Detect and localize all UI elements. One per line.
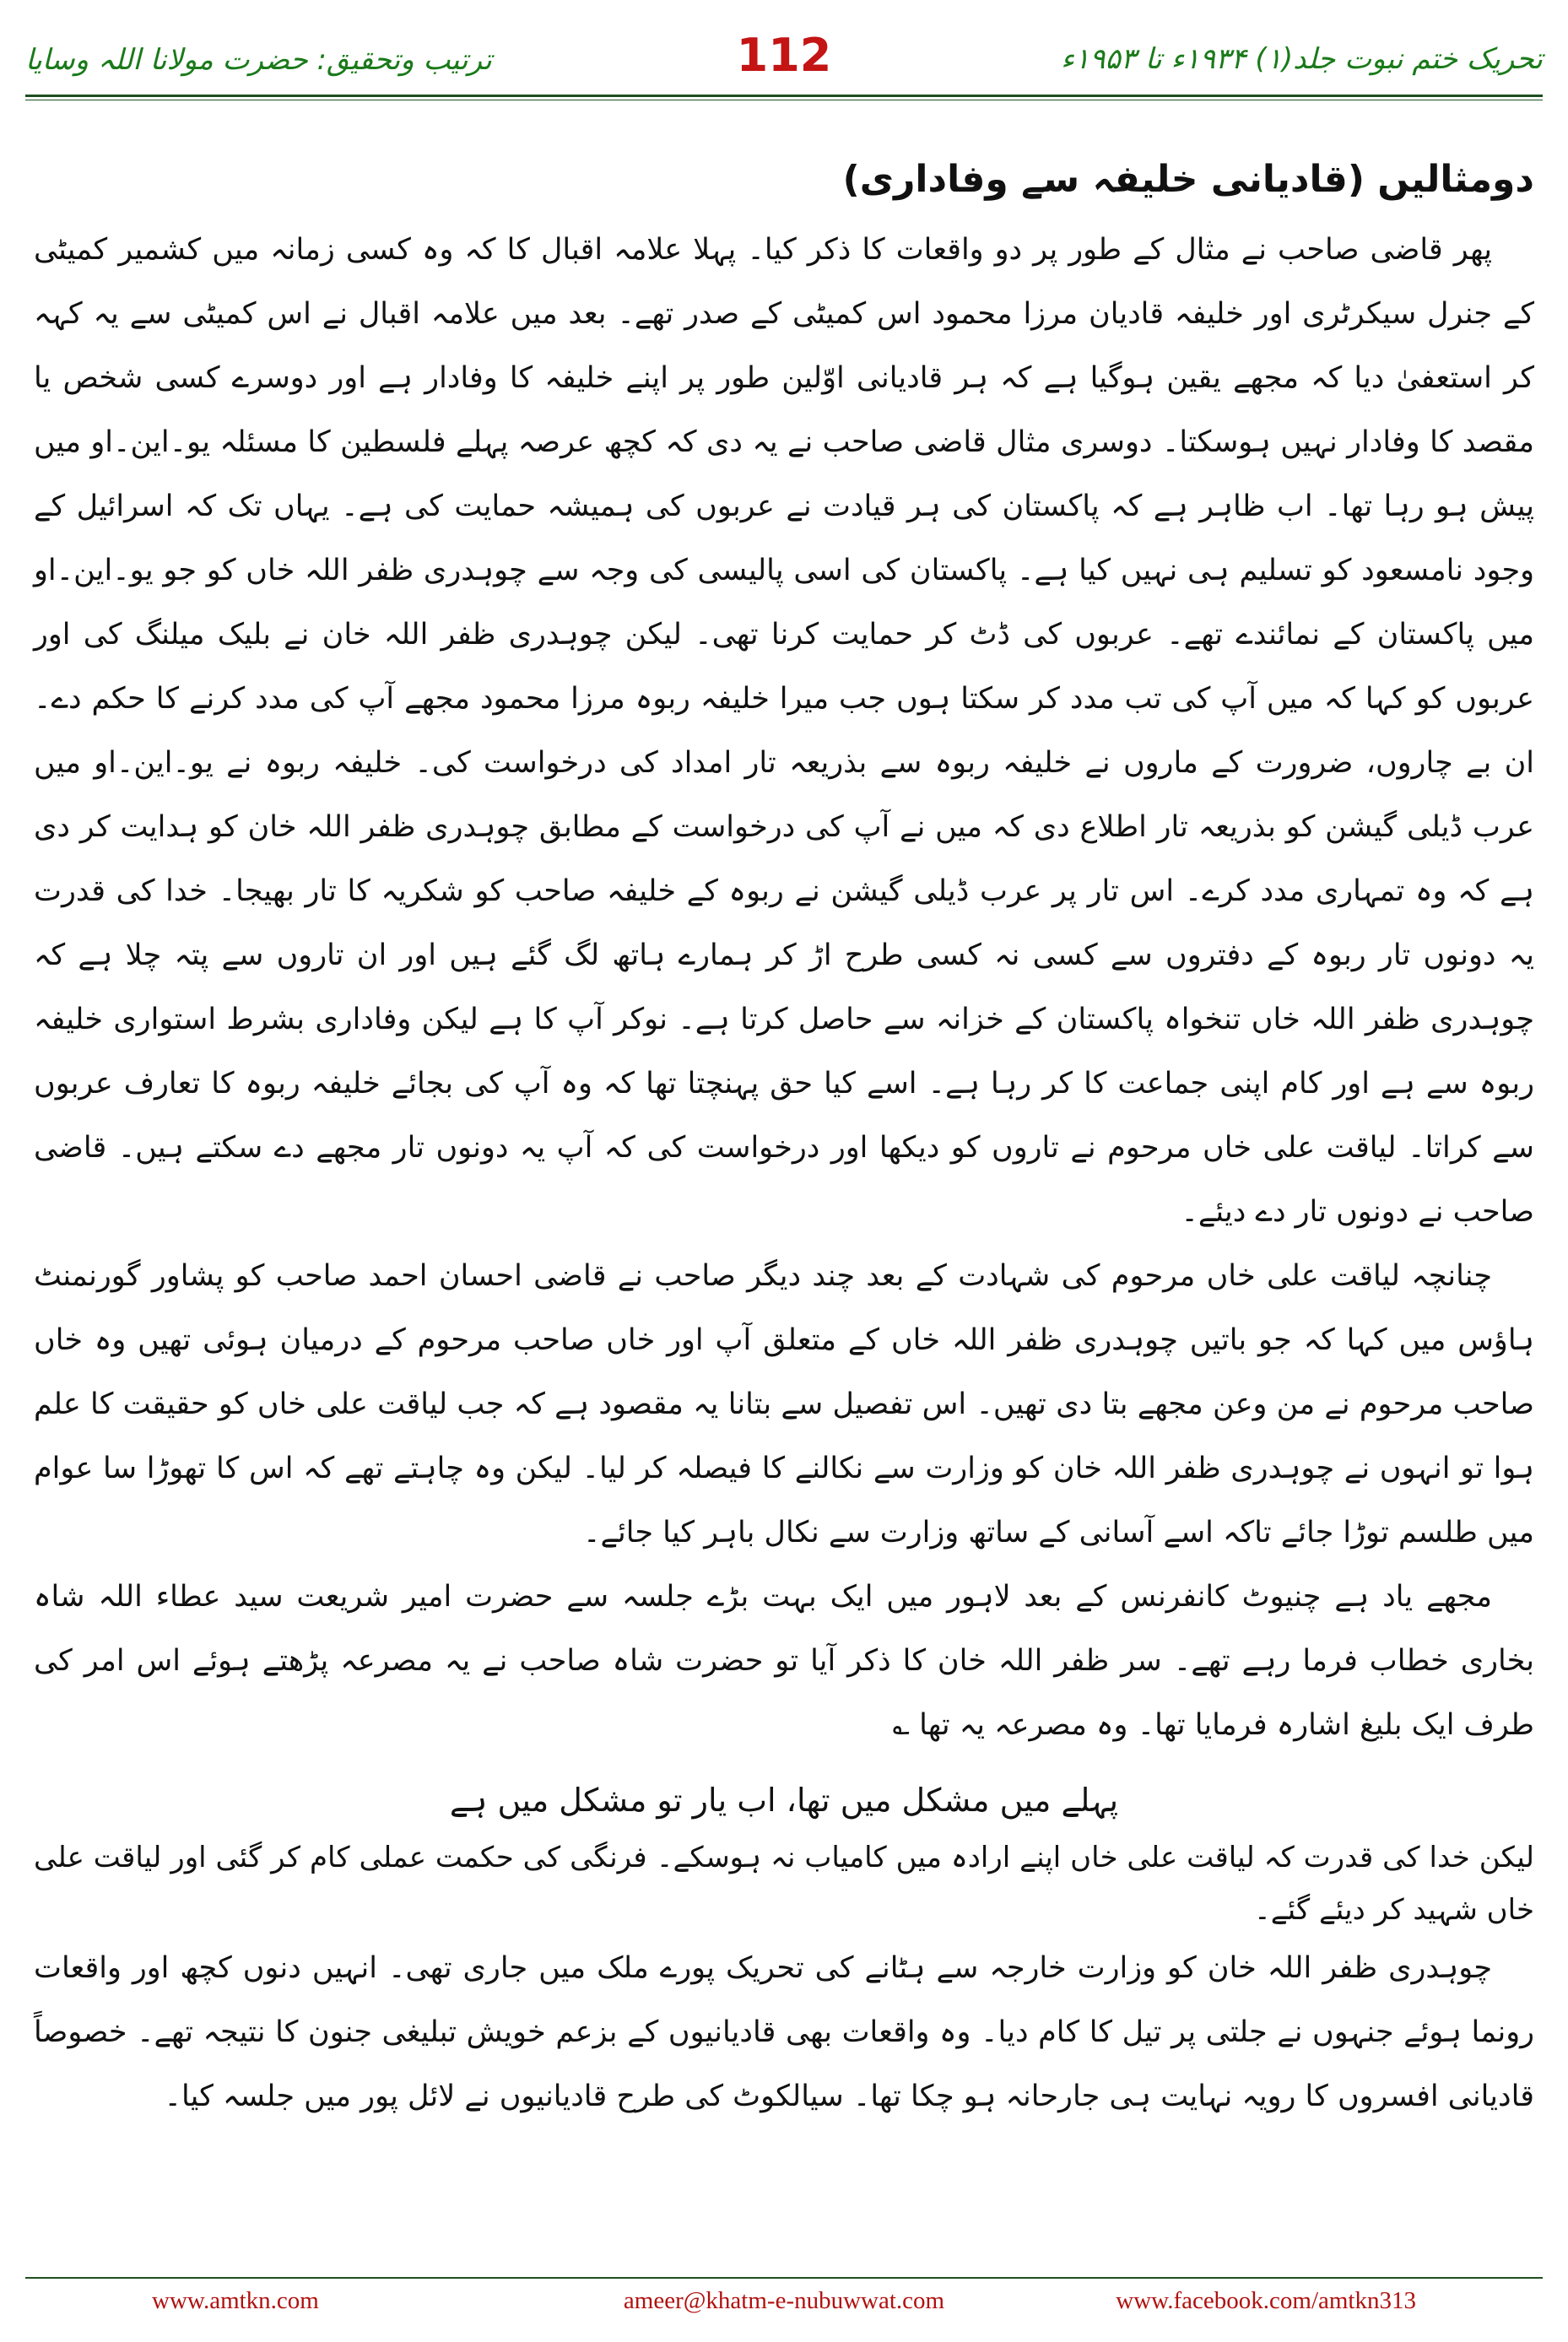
paragraph: مجھے یاد ہے چنیوٹ کانفرنس کے بعد لاہور میں ایک بہت بڑے جلسہ سے حضرت امیر شریعت سید عطاء اللہ شاہ بخاری خطاب فرما رہے تھے۔ سر ظفر اللہ خان کا ذکر آیا تو حضرت شاہ صاحب نے یہ مصرعہ پڑھتے ہوئے اس امر کی طرف ایک بلیغ اشارہ فرمایا تھا۔ وہ مصرعہ یہ تھا ؎ (34, 1580, 1534, 1742)
header-divider (25, 95, 1543, 97)
page-header (25, 24, 1543, 91)
verse: پہلے میں مشکل میں تھا، اب یار تو مشکل میں ہے (449, 1782, 1119, 1819)
page-number: 112 (736, 29, 832, 82)
page-footer (25, 2287, 1543, 2324)
section-heading: دومثالیں (قادیانی خلیفہ سے وفاداری) (842, 158, 1534, 201)
paragraph: چوہدری ظفر اللہ خان کو وزارت خارجہ سے ہٹانے کی تحریک پورے ملک میں جاری تھی۔ انہیں دنوں کچھ اور واقعات رونما ہوئے جنہوں نے جلتی پر تیل کا کام دیا۔ وہ واقعات بھی قادیانیوں کے بزعم خویش تبلیغی جنون کا نتیجہ تھے۔ خصوصاً قادیانی افسروں کا رویہ نہایت ہی جارحانہ ہو چکا تھا۔ سیالکوٹ کی طرح قادیانیوں نے لائل پور میں جلسہ کیا۔ (34, 1951, 1534, 2113)
email-link[interactable]: ameer@khatm-e-nubuwwat.com (623, 2287, 945, 2314)
paragraph: پھر قاضی صاحب نے مثال کے طور پر دو واقعات کا ذکر کیا۔ پہلا علامہ اقبال کا کہ وہ کسی زمانہ میں کشمیر کمیٹی کے جنرل سیکرٹری اور خلیفہ قادیان مرزا محمود اس کمیٹی کے صدر تھے۔ بعد میں علامہ اقبال نے اس کمیٹی سے یہ کہہ کر استعفیٰ دیا کہ مجھے یقین ہوگیا ہے کہ ہر قادیانی اوّلین طور پر اپنے خلیفہ کا وفادار ہے اور دوسرے کسی شخص یا مقصد کا وفادار نہیں ہوسکتا۔ دوسری مثال قاضی صاحب نے یہ دی کہ کچھ عرصہ پہلے فلسطین کا مسئلہ یو۔این۔او میں پیش ہو رہا تھا۔ اب ظاہر ہے کہ پاکستان کی ہر قیادت نے عربوں کی ہمیشہ حمایت کی ہے۔ یہاں تک کہ اسرائیل کے وجود نامسعود کو تسلیم ہی نہیں کیا ہے۔ پاکستان کی اسی پالیسی کی وجہ سے چوہدری ظفر اللہ خاں کو جو یو۔این۔او میں پاکستان کے نمائندے تھے۔ عربوں کی ڈٹ کر حمایت کرنا تھی۔ لیکن چوہدری ظفر اللہ خان نے بلیک میلنگ کی اور عربوں کو کہا کہ میں آپ کی تب مدد کر سکتا ہوں جب میرا خلیفہ ربوہ مرزا محمود مجھے آپ کی مدد کرنے کا حکم دے۔ ان بے چاروں، ضرورت کے ماروں نے خلیفہ ربوہ سے بذریعہ تار امداد کی درخواست کی۔ خلیفہ ربوہ نے یو۔این۔او میں عرب ڈیلی گیشن کو بذریعہ تار اطلاع دی کہ میں نے آپ کی درخواست کے مطابق چوہدری ظفر اللہ خان کو ہدایت کر دی ہے کہ وہ تمہاری مدد کرے۔ اس تار پر عرب ڈیلی گیشن نے ربوہ کے خلیفہ صاحب کو شکریہ کا تار بھیجا۔ خدا کی قدرت یہ دونوں تار ربوہ کے دفتروں سے کسی نہ کسی طرح اڑ کر ہمارے ہاتھ لگ گئے ہیں اور ان تاروں سے پتہ چلا ہے کہ چوہدری ظفر اللہ خاں تنخواہ پاکستان کے خزانہ سے حاصل کرتا ہے۔ نوکر آپ کا ہے لیکن وفاداری بشرط استواری خلیفہ ربوہ سے ہے اور کام اپنی جماعت کا کر رہا ہے۔ اسے کیا حق پہنچتا تھا کہ وہ آپ کی بجائے خلیفہ ربوہ کا تعارف عربوں سے کراتا۔ لیاقت علی خاں مرحوم نے تاروں کو دیکھا اور درخواست کی کہ آپ یہ دونوں تار مجھے دے سکتے ہیں۔ قاضی صاحب نے دونوں تار دے دیئے۔ (34, 233, 1535, 1229)
footer-divider (25, 2277, 1543, 2279)
website-link[interactable]: www.amtkn.com (152, 2287, 319, 2314)
facebook-link[interactable]: www.facebook.com/amtkn313 (1116, 2287, 1416, 2314)
book-title: تحریک ختم نبوت جلد(۱) ۱۹۳۴ء تا ۱۹۵۳ء (1061, 42, 1543, 76)
compiler-credit: ترتیب وتحقیق: حضرت مولانا اللہ وسایا (25, 43, 492, 77)
paragraph: لیکن خدا کی قدرت کہ لیاقت علی خاں اپنے ارادہ میں کامیاب نہ ہوسکے۔ فرنگی کی حکمت عملی کام کر گئی اور لیاقت علی خاں شہید کر دیئے گئے۔ (34, 1841, 1534, 1927)
paragraph: چنانچہ لیاقت علی خاں مرحوم کی شہادت کے بعد چند دیگر صاحب نے قاضی احسان احمد صاحب کو پشاور گورنمنٹ ہاؤس میں کہا کہ جو باتیں چوہدری ظفر اللہ خاں کے متعلق آپ اور خاں صاحب مرحوم کے درمیان ہوئی تھیں وہ خاں صاحب مرحوم نے من وعن مجھے بتا دی تھیں۔ اس تفصیل سے بتانا یہ مقصود ہے کہ جب لیاقت علی خاں کو حقیقت کا علم ہوا تو انہوں نے چوہدری ظفر اللہ خان کو وزارت سے نکالنے کا فیصلہ کر لیا۔ لیکن وہ چاہتے تھے کہ اس کا تھوڑا سا عوام میں طلسم توڑا جائے تاکہ اسے آسانی کے ساتھ وزارت سے نکال باہر کیا جائے۔ (34, 1259, 1534, 1550)
page-body (34, 152, 1534, 2128)
